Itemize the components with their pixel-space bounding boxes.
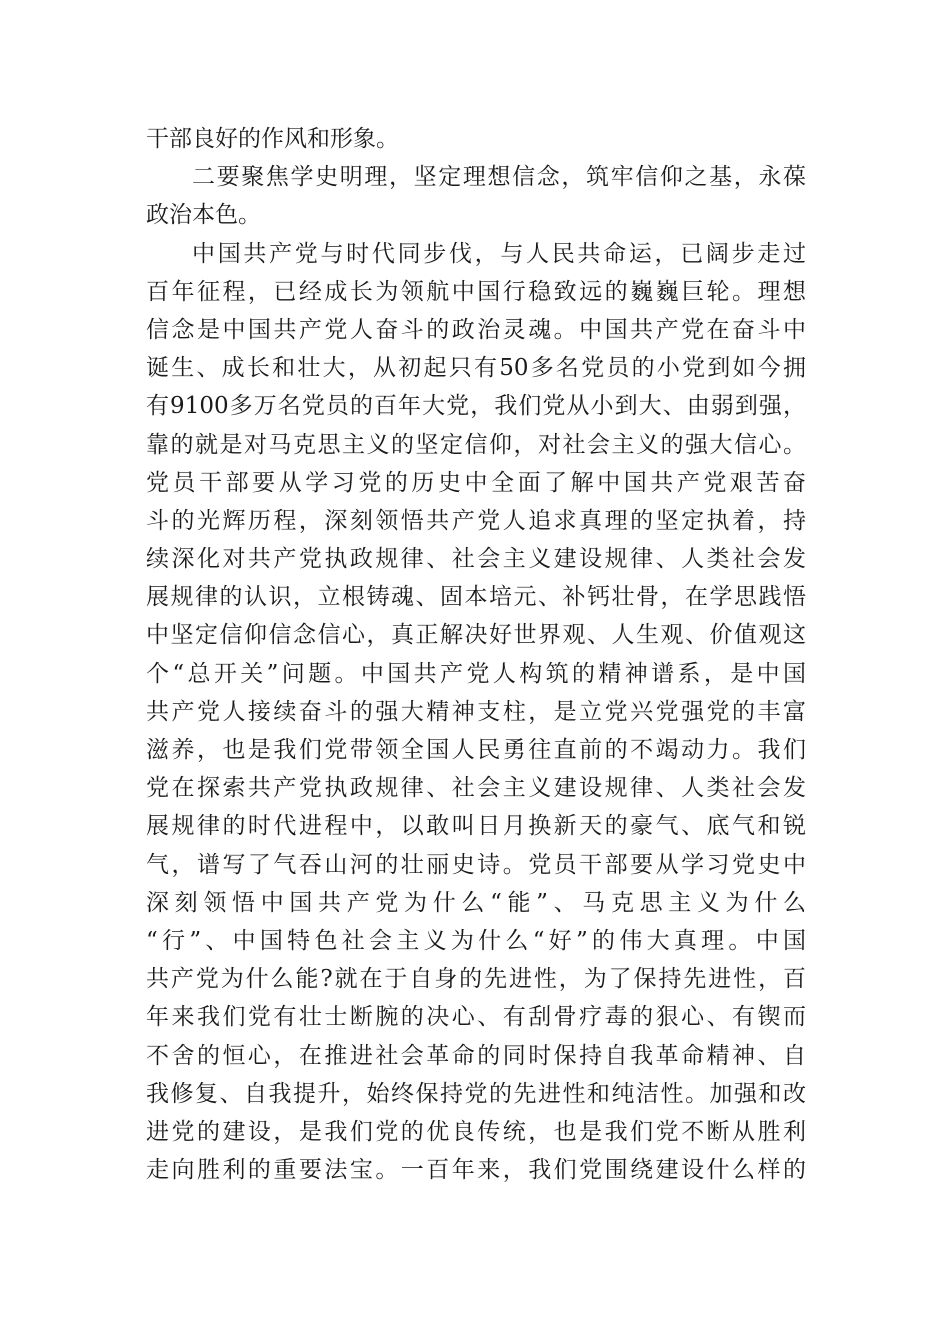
text-line: 信念是中国共产党人奋斗的政治灵魂。中国共产党在奋斗中 [146,316,806,343]
text-line: 党在探索共产党执政规律、社会主义建设规律、人类社会发 [146,775,806,802]
text-line: 气，谱写了气吞山河的壮丽史诗。党员干部要从学习党史中 [146,851,806,878]
text-line: 共产党为什么能?就在于自身的先进性，为了保持先进性，百 [146,966,806,993]
text-line: 二要聚焦学史明理，坚定理想信念，筑牢信仰之基，永葆 [192,164,806,191]
text-line: 展规律的时代进程中，以敢叫日月换新天的豪气、底气和锐 [146,813,806,840]
text-line: 诞生、成长和壮大，从初起只有50多名党员的小党到如今拥 [146,355,806,382]
text-line: 党员干部要从学习党的历史中全面了解中国共产党艰苦奋 [146,469,806,496]
text-line: 共产党人接续奋斗的强大精神支柱，是立党兴党强党的丰富 [146,698,806,725]
text-line: 续深化对共产党执政规律、社会主义建设规律、人类社会发 [146,546,806,573]
text-line: 不舍的恒心，在推进社会革命的同时保持自我革命精神、自 [146,1042,806,1069]
text-line: 展规律的认识，立根铸魂、固本培元、补钙壮骨，在学思践悟 [146,584,806,611]
text-line: 有9100多万名党员的百年大党，我们党从小到大、由弱到强， [146,393,806,420]
text-line: 个“总开关”问题。中国共产党人构筑的精神谱系，是中国 [146,660,806,687]
text-line: 中坚定信仰信念信心，真正解决好世界观、人生观、价值观这 [146,622,806,649]
text-line: 我修复、自我提升，始终保持党的先进性和纯洁性。加强和改 [146,1080,806,1107]
document-body [146,120,806,1189]
text-line: 政治本色。 [146,202,261,229]
text-line: “行”、中国特色社会主义为什么“好”的伟大真理。中国 [146,927,806,954]
text-line: 走向胜利的重要法宝。一百年来，我们党围绕建设什么样的 [146,1157,806,1184]
text-line: 滋养，也是我们党带领全国人民勇往直前的不竭动力。我们 [146,737,806,763]
text-line: 进党的建设，是我们党的优良传统，也是我们党不断从胜利 [146,1118,806,1145]
text-line: 中国共产党与时代同步伐，与人民共命运，已阔步走过 [192,240,806,267]
text-line: 干部良好的作风和形象。 [146,126,399,152]
text-line: 百年征程，已经成长为领航中国行稳致远的巍巍巨轮。理想 [146,278,806,305]
text-line: 年来我们党有壮士断腕的决心、有刮骨疗毒的狠心、有锲而 [146,1004,806,1031]
text-line: 深刻领悟中国共产党为什么“能”、马克思主义为什么 [146,889,806,916]
text-line: 靠的就是对马克思主义的坚定信仰，对社会主义的强大信心。 [146,431,806,458]
text-line: 斗的光辉历程，深刻领悟共产党人追求真理的坚定执着，持 [146,507,806,534]
